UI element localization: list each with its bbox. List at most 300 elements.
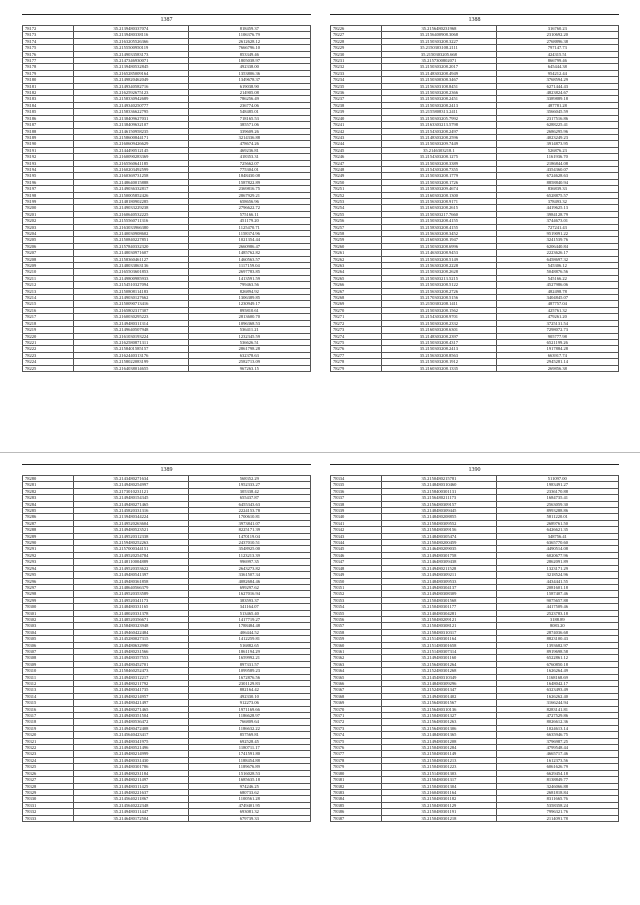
row-amount: 7298072.73 bbox=[496, 327, 618, 333]
row-number: 78359 bbox=[331, 636, 382, 642]
row-code: 35.2149036332817 bbox=[74, 186, 188, 192]
row-code: 35.2148030971607 bbox=[74, 250, 188, 256]
row-amount: 8858840.94 bbox=[496, 179, 618, 185]
row-number: 78288 bbox=[23, 527, 74, 533]
row-amount: 8138849.77 bbox=[496, 777, 618, 783]
row-number: 78296 bbox=[23, 578, 74, 584]
row-amount: 866799.46 bbox=[496, 58, 618, 64]
row-code: 35.2150303208.1779 bbox=[382, 173, 496, 179]
row-amount: 5811220.01 bbox=[496, 514, 618, 520]
row-code: 35.2160609426629 bbox=[74, 141, 188, 147]
row-amount: 1659992.21 bbox=[188, 655, 310, 661]
row-code: 35.2148480208855 bbox=[382, 514, 496, 520]
row-number: 78253 bbox=[331, 198, 382, 204]
row-code: 35.2165560641185 bbox=[74, 160, 188, 166]
row-amount: 6426621.35 bbox=[496, 527, 618, 533]
row-number: 78329 bbox=[23, 789, 74, 795]
row-code: 35.2154510327094 bbox=[74, 282, 188, 288]
row-code: 35.2152480301268 bbox=[382, 668, 496, 674]
row-amount: 797147.73 bbox=[496, 45, 618, 51]
row-amount: 3389889.18 bbox=[496, 96, 618, 102]
row-number: 78232 bbox=[331, 64, 382, 70]
row-number: 78242 bbox=[331, 128, 382, 134]
row-number: 78245 bbox=[331, 147, 382, 153]
row-number: 78306 bbox=[23, 642, 74, 648]
row-code: 35.2149480154345 bbox=[74, 495, 188, 501]
row-number: 78331 bbox=[23, 802, 74, 808]
row-amount: 6061626.79 bbox=[496, 764, 618, 770]
row-amount: 619038.90 bbox=[188, 83, 310, 89]
row-number: 78303 bbox=[23, 623, 74, 629]
row-number: 78379 bbox=[331, 764, 382, 770]
row-amount: 3744673.01 bbox=[496, 218, 618, 224]
row-code: 35.2150303217.7660 bbox=[382, 211, 496, 217]
row-number: 78387 bbox=[331, 815, 382, 821]
row-amount: 8283141.81 bbox=[496, 706, 618, 712]
row-code: 35.2140480304281 bbox=[382, 610, 496, 616]
row-amount: 1741591.80 bbox=[188, 751, 310, 757]
row-code: 35.2138409627031 bbox=[74, 115, 188, 121]
row-number: 78199 bbox=[23, 198, 74, 204]
row-code: 35.2158022083199 bbox=[74, 359, 188, 365]
row-amount: 1485762.82 bbox=[188, 250, 310, 256]
row-code: 35.2149800985933 bbox=[74, 275, 188, 281]
row-code: 35.2149480231566 bbox=[74, 648, 188, 654]
table-row bbox=[331, 365, 619, 371]
row-amount: 1189676.89 bbox=[188, 764, 310, 770]
row-code: 35.2163303213.5798 bbox=[382, 122, 496, 128]
row-code: 35.2154303208.9701 bbox=[382, 314, 496, 320]
row-amount: 575166.11 bbox=[188, 211, 310, 217]
row-amount: 269856.38 bbox=[496, 365, 618, 371]
row-code: 35.2149520312338 bbox=[74, 533, 188, 539]
row-code: 35.2158400301131 bbox=[382, 488, 496, 494]
row-amount: 4082684.46 bbox=[188, 578, 310, 584]
row-amount: 7666796.10 bbox=[188, 45, 310, 51]
row-code: 35.2162440313176 bbox=[74, 352, 188, 358]
row-amount: 1861194.29 bbox=[188, 648, 310, 654]
row-code: 35.2150303208.4155 bbox=[382, 218, 496, 224]
row-amount: 680733.62 bbox=[188, 789, 310, 795]
row-code: 35.2150480301177 bbox=[382, 604, 496, 610]
row-amount: 3796987.25 bbox=[496, 738, 618, 744]
row-code: 35.2149480301208 bbox=[382, 738, 496, 744]
row-amount: 3973841.07 bbox=[188, 520, 310, 526]
ledger-table bbox=[22, 475, 311, 822]
row-number: 78187 bbox=[23, 122, 74, 128]
table-row bbox=[331, 815, 619, 821]
row-number: 78273 bbox=[331, 327, 382, 333]
row-number: 78308 bbox=[23, 655, 74, 661]
row-code: 35.2154303208.1275 bbox=[382, 154, 496, 160]
row-amount: 4490514.08 bbox=[496, 546, 618, 552]
row-amount: 912273.06 bbox=[188, 700, 310, 706]
row-code: 35.2150480301191 bbox=[382, 809, 496, 815]
row-amount: 545306.12 bbox=[496, 263, 618, 269]
row-amount: 2813600.70 bbox=[188, 314, 310, 320]
row-amount: 4749401.95 bbox=[188, 802, 310, 808]
row-code: 35.2160303208.2615 bbox=[382, 205, 496, 211]
row-code: 35.2148303208.2397 bbox=[382, 333, 496, 339]
row-amount: 526876.23 bbox=[496, 147, 618, 153]
row-amount: 853349.46 bbox=[188, 51, 310, 57]
row-number: 78174 bbox=[23, 38, 74, 44]
row-code: 35.2149480521496 bbox=[74, 745, 188, 751]
row-number: 78380 bbox=[331, 770, 382, 776]
row-amount: 536626.51 bbox=[188, 339, 310, 345]
panel-title: 1387 bbox=[160, 17, 173, 23]
row-number: 78377 bbox=[331, 751, 382, 757]
row-code: 35.2150303205.668 bbox=[382, 51, 496, 57]
row-amount: 857569.81 bbox=[188, 732, 310, 738]
row-code: 35.2158600844171 bbox=[74, 134, 188, 140]
row-number: 78193 bbox=[23, 160, 74, 166]
row-number: 78386 bbox=[331, 809, 382, 815]
row-amount: 1672876.56 bbox=[188, 674, 310, 680]
row-number: 78373 bbox=[331, 725, 382, 731]
row-code: 35.2149480311425 bbox=[74, 783, 188, 789]
row-code: 35.2149520263604 bbox=[74, 520, 188, 526]
row-amount: 1983491.27 bbox=[496, 482, 618, 488]
row-number: 78227 bbox=[331, 32, 382, 38]
ledger-panel-1 bbox=[22, 14, 311, 372]
row-amount: 1412259.81 bbox=[188, 636, 310, 642]
row-amount: 1648042.17 bbox=[496, 681, 618, 687]
row-amount: 2317516.86 bbox=[496, 115, 618, 121]
row-number: 78249 bbox=[331, 173, 382, 179]
row-amount: 451179.20 bbox=[188, 218, 310, 224]
row-code: 35.2160640532225 bbox=[74, 211, 188, 217]
row-amount: 1099589.23 bbox=[188, 668, 310, 674]
row-amount: 8823100.43 bbox=[496, 636, 618, 642]
row-code: 35.2160369731258 bbox=[74, 173, 188, 179]
row-number: 78246 bbox=[331, 154, 382, 160]
row-code: 35.2158480310317 bbox=[382, 629, 496, 635]
row-number: 78295 bbox=[23, 572, 74, 578]
row-code: 35.2160480301164 bbox=[382, 789, 496, 795]
row-number: 78356 bbox=[331, 616, 382, 622]
row-code: 35.2150480301129 bbox=[382, 802, 496, 808]
row-amount: 1353806.36 bbox=[188, 70, 310, 76]
row-amount: 6522861.12 bbox=[496, 655, 618, 661]
row-code: 35.2160090283369 bbox=[74, 154, 188, 160]
row-number: 78255 bbox=[331, 211, 382, 217]
row-number: 78368 bbox=[331, 693, 382, 699]
row-amount: 4665717.46 bbox=[496, 751, 618, 757]
row-number: 78358 bbox=[331, 629, 382, 635]
row-number: 78188 bbox=[23, 128, 74, 134]
row-code: 35.2163205526366 bbox=[74, 38, 188, 44]
row-code: 35.2156303208.8563 bbox=[382, 352, 496, 358]
row-number: 78191 bbox=[23, 147, 74, 153]
row-amount: 2523783.18 bbox=[496, 610, 618, 616]
row-amount: 418353.31 bbox=[188, 154, 310, 160]
row-number: 78334 bbox=[331, 476, 382, 482]
row-code: 35.2148520356671 bbox=[74, 616, 188, 622]
row-amount: 818459.37 bbox=[188, 26, 310, 32]
row-amount: 2697783.85 bbox=[188, 269, 310, 275]
row-number: 78196 bbox=[23, 179, 74, 185]
row-code: 35.2148480309296 bbox=[382, 681, 496, 687]
row-number: 78248 bbox=[331, 166, 382, 172]
row-code: 35.2156303208.9171 bbox=[382, 198, 496, 204]
row-code: 35.2160030295223 bbox=[74, 314, 188, 320]
row-amount: 3218524.96 bbox=[496, 572, 618, 578]
row-amount: 3241539.76 bbox=[496, 237, 618, 243]
row-amount: 1117159.04 bbox=[188, 263, 310, 269]
row-code: 35.2149520341173 bbox=[74, 597, 188, 603]
row-amount: 1470119.04 bbox=[188, 533, 310, 539]
row-number: 78366 bbox=[331, 681, 382, 687]
row-amount: 1306389.85 bbox=[188, 295, 310, 301]
row-number: 78302 bbox=[23, 616, 74, 622]
row-number: 78339 bbox=[331, 508, 382, 514]
row-code: 35.2165802317307 bbox=[74, 307, 188, 313]
row-amount: 6206440.84 bbox=[496, 243, 618, 249]
row-number: 78348 bbox=[331, 565, 382, 571]
row-number: 78215 bbox=[23, 301, 74, 307]
row-code: 35.2158360461127 bbox=[74, 256, 188, 262]
row-code: 35.2148480309533 bbox=[382, 578, 496, 584]
row-code: 35.2139480338116 bbox=[74, 32, 188, 38]
row-number: 78279 bbox=[331, 365, 382, 371]
row-amount: 316760.23 bbox=[496, 26, 618, 32]
row-amount: 6458697.32 bbox=[496, 256, 618, 262]
row-number: 78360 bbox=[331, 642, 382, 648]
row-amount: 1848430.08 bbox=[188, 173, 310, 179]
row-code: 35.2150480308121 bbox=[382, 623, 496, 629]
row-number: 78324 bbox=[23, 757, 74, 763]
row-amount: 1024613.14 bbox=[496, 725, 618, 731]
row-number: 78186 bbox=[23, 115, 74, 121]
row-number: 78258 bbox=[331, 231, 382, 237]
row-amount: 536411.21 bbox=[188, 327, 310, 333]
row-code: 35.2146150958235 bbox=[74, 128, 188, 134]
row-code: 35.2148110004889 bbox=[74, 559, 188, 565]
row-amount: 2660986.47 bbox=[188, 243, 310, 249]
row-code: 35.2149480221637 bbox=[74, 789, 188, 795]
row-number: 78323 bbox=[23, 751, 74, 757]
row-code: 35.2151480301164 bbox=[382, 636, 496, 642]
row-amount: 6365770.60 bbox=[496, 540, 618, 546]
row-code: 35.2149480632990 bbox=[74, 642, 188, 648]
row-amount: 4727529.86 bbox=[496, 713, 618, 719]
row-code: 35.2158303208.4155 bbox=[382, 224, 496, 230]
row-amount: 3214336.88 bbox=[188, 134, 310, 140]
row-code: 35.2148180902285 bbox=[74, 198, 188, 204]
row-amount: 645444.38 bbox=[496, 64, 618, 70]
row-number: 78307 bbox=[23, 648, 74, 654]
row-code: 35.2149480341735 bbox=[74, 687, 188, 693]
panel-title: 1388 bbox=[468, 17, 481, 23]
row-number: 78272 bbox=[331, 320, 382, 326]
row-code: 35.2149480211497 bbox=[74, 777, 188, 783]
row-amount: 3984128.79 bbox=[496, 211, 618, 217]
row-number: 78298 bbox=[23, 591, 74, 597]
row-number: 78320 bbox=[23, 732, 74, 738]
row-code: 35.2146480209035 bbox=[382, 546, 496, 552]
row-number: 78213 bbox=[23, 288, 74, 294]
row-number: 78326 bbox=[23, 770, 74, 776]
row-number: 78341 bbox=[331, 520, 382, 526]
row-amount: 1323171.29 bbox=[496, 565, 618, 571]
row-code: 35.2150480301182 bbox=[382, 796, 496, 802]
row-code: 35.2148303208.2596 bbox=[382, 134, 496, 140]
row-amount: 1186632.22 bbox=[188, 725, 310, 731]
row-code: 35.2165503601853 bbox=[74, 269, 188, 275]
row-amount: 479261.20 bbox=[496, 314, 618, 320]
row-amount: 487757.04 bbox=[496, 301, 618, 307]
row-amount: 1612373.56 bbox=[496, 757, 618, 763]
row-code: 35.2149480304137 bbox=[382, 584, 496, 590]
row-number: 78192 bbox=[23, 154, 74, 160]
row-number: 78280 bbox=[23, 476, 74, 482]
row-code: 35.2159480252263 bbox=[74, 540, 188, 546]
row-code: 35.2154303208.2497 bbox=[382, 128, 496, 134]
row-code: 35.2155500950119 bbox=[74, 45, 188, 51]
row-code: 35.2156480310136 bbox=[382, 706, 496, 712]
row-number: 78239 bbox=[331, 109, 382, 115]
row-amount: 385571.06 bbox=[188, 122, 310, 128]
row-number: 78346 bbox=[331, 552, 382, 558]
row-number: 78321 bbox=[23, 738, 74, 744]
row-number: 78330 bbox=[23, 796, 74, 802]
row-number: 78228 bbox=[331, 38, 382, 44]
row-number: 78345 bbox=[331, 546, 382, 552]
row-number: 78176 bbox=[23, 51, 74, 57]
row-code: 35.2149030127662 bbox=[74, 295, 188, 301]
row-amount: 1230949.17 bbox=[188, 301, 310, 307]
row-amount: 655437.87 bbox=[188, 495, 310, 501]
row-number: 78277 bbox=[331, 352, 382, 358]
row-amount: 487781.28 bbox=[496, 102, 618, 108]
row-amount: 632378.63 bbox=[188, 352, 310, 358]
row-code: 35.2145820331316 bbox=[74, 508, 188, 514]
row-number: 78309 bbox=[23, 661, 74, 667]
row-code: 35.2158480309552 bbox=[382, 520, 496, 526]
row-code: 35.2150303208.2413 bbox=[382, 346, 496, 352]
row-amount: 513465.40 bbox=[188, 610, 310, 616]
row-number: 78183 bbox=[23, 96, 74, 102]
row-number: 78355 bbox=[331, 610, 382, 616]
row-number: 78283 bbox=[23, 495, 74, 501]
row-amount: 3246066.88 bbox=[496, 783, 618, 789]
row-code: 35.2149480211792 bbox=[74, 681, 188, 687]
row-code: 35.2160303208.1335 bbox=[382, 365, 496, 371]
row-code: 35.2150303208.1411 bbox=[382, 301, 496, 307]
row-code: 35.2150300308.3467 bbox=[382, 77, 496, 83]
row-number: 78222 bbox=[23, 346, 74, 352]
row-number: 78221 bbox=[23, 339, 74, 345]
row-code: 35.2150303208.2413 bbox=[382, 102, 496, 108]
row-number: 78337 bbox=[331, 495, 382, 501]
row-number: 78351 bbox=[331, 584, 382, 590]
row-number: 78352 bbox=[331, 591, 382, 597]
row-code: 35.2156480301306 bbox=[382, 725, 496, 731]
row-number: 78301 bbox=[23, 610, 74, 616]
row-code: 35.2149480361858 bbox=[74, 578, 188, 584]
row-amount: 727241.43 bbox=[496, 224, 618, 230]
row-code: 35.2148020331378 bbox=[74, 610, 188, 616]
row-number: 78202 bbox=[23, 218, 74, 224]
row-amount: 882164.42 bbox=[188, 687, 310, 693]
row-amount: 826894.92 bbox=[188, 288, 310, 294]
row-code: 35.2145640211867 bbox=[74, 796, 188, 802]
row-code: 35.2158460252473 bbox=[74, 668, 188, 674]
row-amount: 511097.00 bbox=[496, 476, 618, 482]
row-amount: 775304.01 bbox=[188, 166, 310, 172]
row-number: 78369 bbox=[331, 700, 382, 706]
row-number: 78179 bbox=[23, 70, 74, 76]
row-amount: 5048876.56 bbox=[496, 269, 618, 275]
row-number: 78195 bbox=[23, 173, 74, 179]
row-amount: 836839.33 bbox=[496, 186, 618, 192]
row-number: 78319 bbox=[23, 725, 74, 731]
row-amount: 548485.01 bbox=[188, 109, 310, 115]
row-amount: 1805038.97 bbox=[188, 58, 310, 64]
row-number: 78256 bbox=[331, 218, 382, 224]
row-number: 78214 bbox=[23, 295, 74, 301]
row-number: 78304 bbox=[23, 629, 74, 635]
row-code: 35.2150303208.3389 bbox=[382, 160, 496, 166]
row-amount: 2861798.28 bbox=[188, 346, 310, 352]
row-code: 35.2150303108.2111 bbox=[382, 45, 496, 51]
row-code: 35.2149480301758 bbox=[382, 552, 496, 558]
row-code: 35.2165285009164 bbox=[74, 70, 188, 76]
row-code: 35.2149480341975 bbox=[74, 738, 188, 744]
row-code: 35.2151480301658 bbox=[382, 642, 496, 648]
row-amount: 6635946.75 bbox=[496, 732, 618, 738]
row-amount: 693081.32 bbox=[188, 809, 310, 815]
row-code: 35.2155808313.2411 bbox=[382, 109, 496, 115]
row-number: 78241 bbox=[331, 122, 382, 128]
row-number: 78254 bbox=[331, 205, 382, 211]
row-amount: 2862091.89 bbox=[496, 559, 618, 565]
row-code: 35.2158336622795 bbox=[74, 109, 188, 115]
row-code: 35.2150303208.2332 bbox=[382, 320, 496, 326]
row-number: 78281 bbox=[23, 482, 74, 488]
row-number: 78260 bbox=[331, 243, 382, 249]
row-code: 35.2150303208.2451 bbox=[382, 96, 496, 102]
row-amount: 4023249.23 bbox=[496, 134, 618, 140]
row-amount: 1100561.28 bbox=[188, 796, 310, 802]
row-amount: 482498.78 bbox=[496, 288, 618, 294]
row-number: 78350 bbox=[331, 578, 382, 584]
row-amount: 1168168.69 bbox=[496, 674, 618, 680]
row-amount: 1917884.28 bbox=[496, 346, 618, 352]
row-number: 78362 bbox=[331, 655, 382, 661]
row-code: 35.2149520353622 bbox=[74, 565, 188, 571]
row-number: 78184 bbox=[23, 102, 74, 108]
row-number: 78274 bbox=[331, 333, 382, 339]
row-number: 78297 bbox=[23, 584, 74, 590]
row-code: 35.2149480271465 bbox=[74, 706, 188, 712]
row-amount: 3166244.94 bbox=[496, 700, 618, 706]
row-code: 35.2157840332320 bbox=[74, 243, 188, 249]
row-number: 78208 bbox=[23, 256, 74, 262]
row-number: 78261 bbox=[331, 250, 382, 256]
row-code: 35.2147346930071 bbox=[74, 58, 188, 64]
row-number: 78251 bbox=[331, 186, 382, 192]
row-number: 78275 bbox=[331, 339, 382, 345]
row-amount: 663917.74 bbox=[496, 352, 618, 358]
row-code: 35.2164038014655 bbox=[74, 365, 188, 371]
row-amount: 1627016.94 bbox=[188, 591, 310, 597]
row-code: 35.2149480452701 bbox=[74, 661, 188, 667]
row-number: 78340 bbox=[331, 514, 382, 520]
row-code: 35.2149480357553 bbox=[74, 655, 188, 661]
row-code: 35.2156480211173 bbox=[382, 495, 496, 501]
